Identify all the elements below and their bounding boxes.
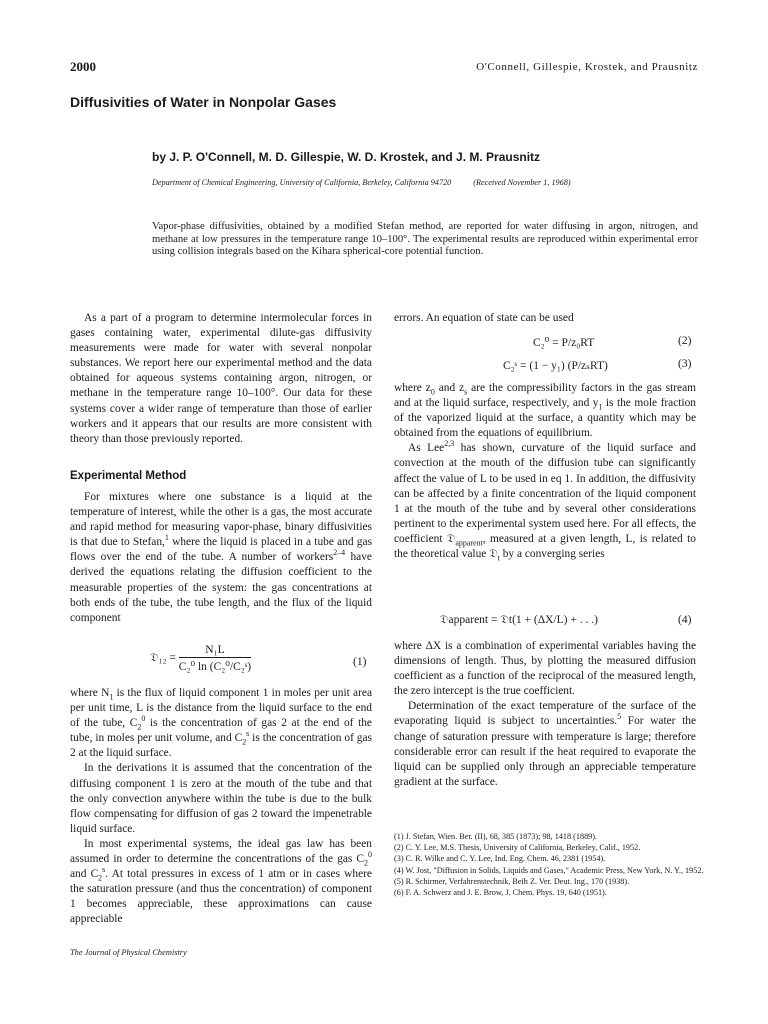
right-paragraph-2 bbox=[394, 639, 696, 790]
intro-paragraph: As a part of a program to determine intermolecular forces in gases containing water, experimental dilute-gas diffusivity measurements were made for water with several nonpolar substances. We report here our experimental method and the data obtained for aqueous systems containing argon, nitrogen, or methane in the temperature range 10–100°. Our data for these systems cover a wider range of temperature than those of earlier workers and it appears that our results are more consistent with theory than those previously reported. bbox=[70, 312, 372, 445]
equation-2: C₂⁰ = P/z₀RT bbox=[533, 337, 595, 349]
references bbox=[394, 831, 704, 898]
right-column-top bbox=[394, 311, 696, 326]
equation-3-number: (3) bbox=[678, 358, 692, 370]
equation-4-number: (4) bbox=[678, 614, 692, 626]
journal-footer: The Journal of Physical Chemistry bbox=[70, 948, 187, 957]
left-column bbox=[70, 311, 372, 447]
method-paragraph-2 bbox=[70, 686, 372, 928]
affiliation-line bbox=[152, 178, 571, 187]
section-heading: Experimental Method bbox=[70, 470, 187, 482]
reference-item: (4) W. Jost, "Diffusion in Solids, Liquids and Gases," Academic Press, New York, N. Y., 1952. bbox=[394, 865, 704, 875]
article-title: Diffusivities of Water in Nonpolar Gases bbox=[70, 94, 337, 110]
method-paragraph-1 bbox=[70, 490, 372, 626]
equation-1-denominator: C₂⁰ ln (C₂⁰/C₂ˢ) bbox=[178, 661, 252, 673]
equation-1-number: (1) bbox=[353, 656, 367, 668]
right-text-3: where ΔX is a combination of experimental variables having the dimensions of length. Thus, by plotting the measured diffusion coefficient as a function of the reciprocal of the measured length, the zero intercept is the true coefficient. bbox=[394, 640, 696, 698]
reference-item: (2) C. Y. Lee, M.S. Thesis, University of California, Berkeley, Calif., 1952. bbox=[394, 843, 641, 853]
equation-1-lhs: 𝔇₁₂ = bbox=[150, 652, 176, 665]
author-line: by J. P. O'Connell, M. D. Gillespie, W. D. Krostek, and J. M. Prausnitz bbox=[152, 150, 541, 164]
method-text-3: In the derivations it is assumed that the concentration of the diffusing component 1 is zero at the mouth of the tube and that the only convection anywhere within the tube is due to the bulk flow compensating for diffusion of gas 2 toward the impenetrable liquid surface. bbox=[70, 762, 372, 835]
right-text-1: where $z_0$ and $z_s$ are the compressibility factors in the gas stream and at the liquid surface, respectively, and $y_1$ is the mole fraction of the vaporized liquid at the surface, a quantity which may be obtained from the equations of equilibrium. bbox=[394, 382, 697, 440]
abstract: Vapor-phase diffusivities, obtained by a modified Stefan method, are reported for water diffusing in argon, nitrogen, and methane at low pressures in the temperature range 10–100°. The experimental results are reproduced within experimental error using collision integrals based on the Kihara spherical-core potential function. bbox=[152, 221, 698, 258]
received-date: (Received November 1, 1968) bbox=[473, 178, 571, 187]
equation-1-numerator: N₁L bbox=[179, 644, 251, 658]
reference-item: (3) C. R. Wilke and C. Y. Lee, Ind. Eng. Chem. 46, 2381 (1954). bbox=[394, 854, 606, 864]
equation-1-fraction bbox=[179, 644, 251, 673]
method-text-4: In most experimental systems, the ideal gas law has been assumed in order to determine the concentrations of the gas $C_2^0$ and $C_2^s$. At total pressures in excess of 1 atm or in cases where the saturation pressure (and thus the concentration) of component 1 becomes appreciable, these approximations can cause appreciable bbox=[70, 837, 372, 926]
reference-item: (6) F. A. Schwerz and J. E. Brow, J. Chem. Phys. 19, 640 (1951). bbox=[394, 888, 607, 898]
affiliation: Department of Chemical Engineering, University of California, Berkeley, California 94720 bbox=[152, 178, 452, 187]
running-head: O'Connell, Gillespie, Krostek, and Prausnitz bbox=[476, 61, 698, 73]
reference-item: (5) R. Schirmer, Verfahrenstechnik, Beih Z. Ver. Deut. Ing., 170 (1938). bbox=[394, 876, 630, 886]
errors-text: errors. An equation of state can be used bbox=[394, 312, 574, 324]
method-text-1: For mixtures where one substance is a liquid at the temperature of interest, while the other is a gas, the most accurate and rapid method for measuring vapor-phase, binary diffusivities is that due to Stefan,$^1$ where the liquid is placed in a tube and gas flows over the end of the tube. A number of workers$^{2-4}$ have derived the equations relating the diffusion coefficient to the measurable properties of the system: the gas concentrations at both ends of the tube, the tube length, and the flux of the liquid component bbox=[70, 491, 372, 624]
reference-item: (1) J. Stefan, Wien. Ber. (II), 68, 385 (1873); 98, 1418 (1889). bbox=[394, 832, 598, 841]
equation-4: 𝔇apparent = 𝔇t(1 + (ΔX/L) + . . .) bbox=[440, 614, 598, 626]
right-text-4: Determination of the exact temperature of the surface of the evaporating liquid is subject to uncertainties.$^5$ For water the change of saturation pressure with temperature is large; therefore considerable error can result if the heat required to evaporate the liquid can be supplied only through an appreciable temperature gradient at the surface. bbox=[394, 700, 696, 788]
page-number: 2000 bbox=[70, 59, 96, 74]
equation-3: C₂ˢ = (1 − y₁) (P/zₛRT) bbox=[503, 360, 608, 372]
right-paragraph-1 bbox=[394, 381, 696, 562]
equation-1 bbox=[150, 644, 251, 673]
equation-2-number: (2) bbox=[678, 335, 692, 347]
right-text-2: As Lee$^{2,3}$ has shown, curvature of the liquid surface and convection at the mouth of the diffusion tube can significantly affect the value of L to be used in eq 1. In addition, the diffusivity can be affected by a finite concentration of the liquid component 1 at the mouth of the tube and by several other considerations pertinent to the experimental system used here. For all effects, the coefficient 𝔇$_{apparent}$, measured at a given length, L, is related to the theoretical value 𝔇$_t$ by a converging series bbox=[394, 439, 697, 563]
method-text-2: where $N_1$ is the flux of liquid component 1 in moles per unit area per unit time, L is the distance from the liquid surface to the end of the tube, $C_2^0$ is the concentration of gas 2 at the end of the tube, in moles per unit volume, and $C_2^s$ is the concentration of gas 2 at the liquid surface. bbox=[70, 687, 373, 760]
